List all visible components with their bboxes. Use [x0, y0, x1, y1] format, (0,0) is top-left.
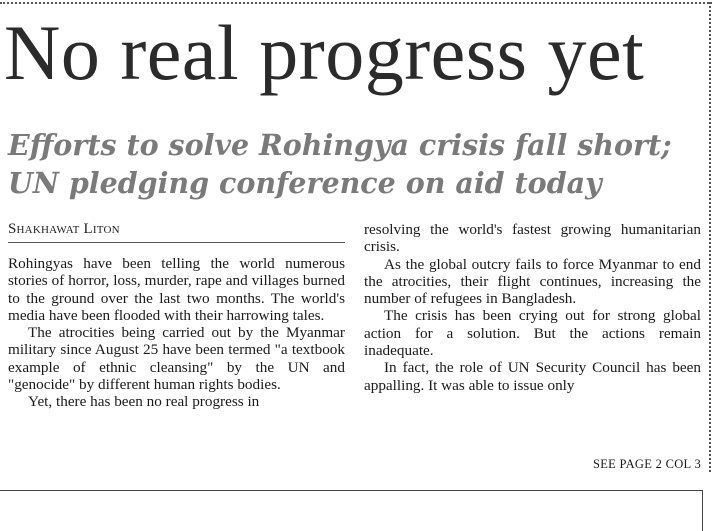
headline: No real progress yet	[4, 9, 645, 96]
byline: Shakhawat Liton	[8, 221, 120, 237]
article-column-2	[364, 221, 701, 394]
paragraph: In fact, the role of UN Security Council has been appalling. It was able to issue only	[364, 359, 701, 394]
paragraph: As the global outcry fails to force Myanmar to end the atrocities, their flight continues, increasing the number of refugees in Bangladesh.	[364, 255, 701, 308]
paragraph: Rohingyas have been telling the world numerous stories of horror, loss, murder, rape and villages burned to the ground over the last two months. The world's media have been flooded with their harrowing tales.	[8, 255, 345, 324]
subheadline-line-1: Efforts to solve Rohingya crisis fall short;	[8, 128, 672, 162]
subheadline	[8, 126, 672, 202]
continuation-link[interactable]: SEE PAGE 2 COL 3	[592, 457, 701, 471]
top-dotted-border	[0, 2, 712, 4]
right-dotted-border	[709, 2, 711, 472]
paragraph: resolving the world's fastest growing humanitarian crisis.	[364, 221, 701, 256]
paragraph: Yet, there has been no real progress in	[28, 393, 260, 411]
byline-rule	[8, 242, 345, 243]
subheadline-line-2: UN pledging conference on aid today	[8, 166, 602, 200]
paragraph: The atrocities being carried out by the Myanmar military since August 25 have been termed "a textbook example of ethnic cleansing" by the UN and "genocide" by different human rights bodies.	[8, 324, 345, 394]
paragraph: The crisis has been crying out for strong global action for a solution. But the actions remain inadequate.	[364, 307, 701, 360]
article-column-1	[8, 255, 345, 411]
